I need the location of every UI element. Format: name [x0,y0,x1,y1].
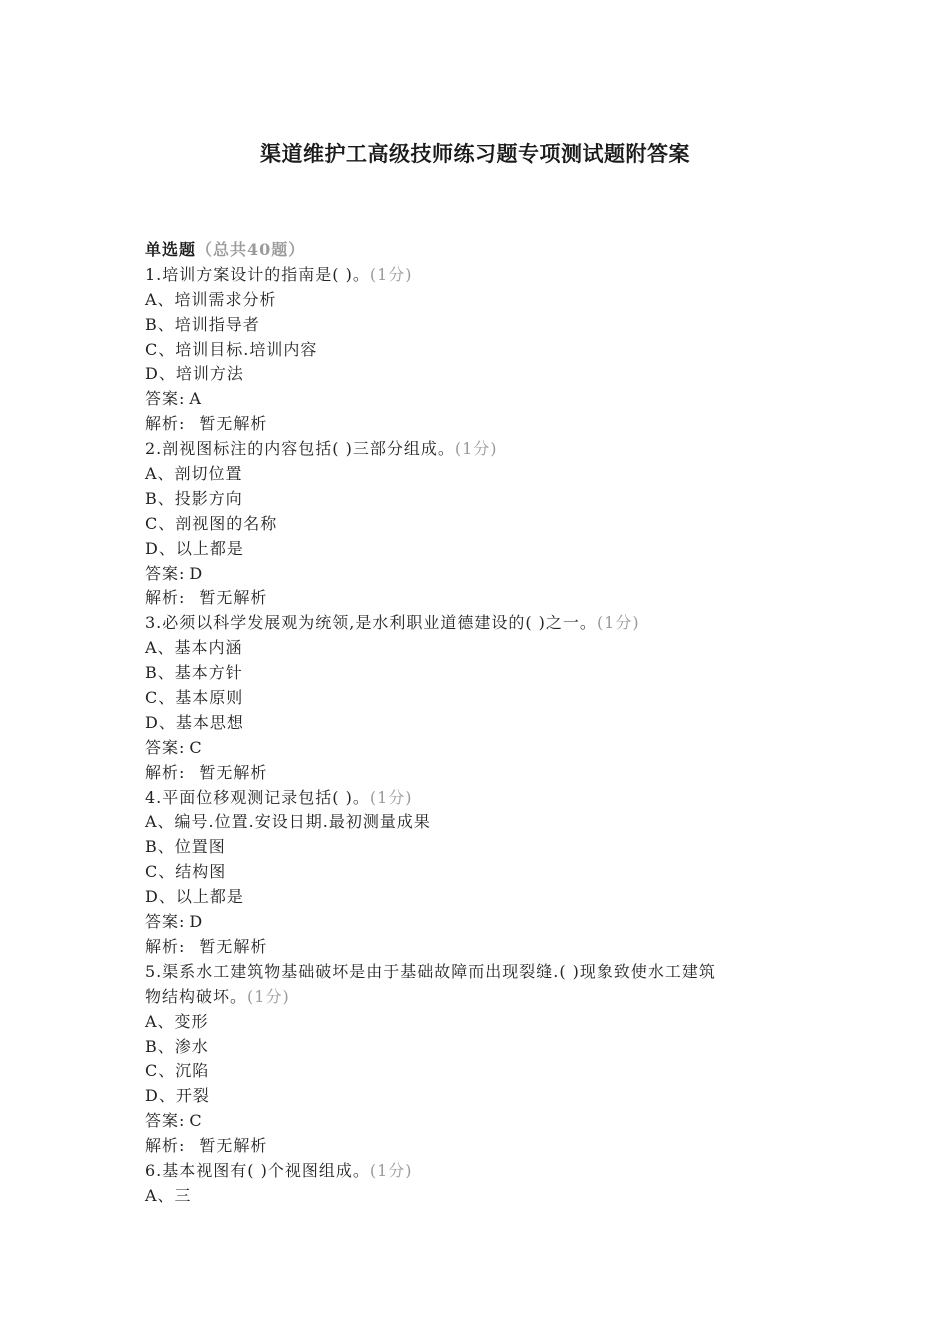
question-text: 2.剖视图标注的内容包括( )三部分组成。 [145,439,455,459]
option-b: B、基本方针 [145,663,243,683]
option-c: C、培训目标.培训内容 [145,339,318,359]
answer-value: C [189,1111,203,1131]
answer-value: D [189,563,204,583]
question-stem [145,611,815,636]
option-a: A、培训需求分析 [145,289,277,309]
question-stem [145,960,815,985]
question-stem [145,263,815,288]
answer-value: C [189,737,203,757]
analysis-value: 暂无解析 [199,588,268,608]
option-d: D、培训方法 [145,364,244,384]
analysis-line [145,761,815,786]
answer-label: 答案: [145,912,186,932]
analysis-label: 解析: [145,762,186,782]
option-b: B、渗水 [145,1036,209,1056]
question-text: 4.平面位移观测记录包括( )。 [145,787,370,807]
question-text-line1: 5.渠系水工建筑物基础破坏是由于基础故障而出现裂缝.( )现象致使水工建筑 [145,961,716,981]
analysis-line [145,412,815,437]
option-b: B、培训指导者 [145,314,260,334]
analysis-value: 暂无解析 [199,762,268,782]
question-stem [145,437,815,462]
answer-label: 答案: [145,737,186,757]
section-count: （总共40题） [196,240,306,259]
answer-line [145,387,815,412]
option-a: A、基本内涵 [145,638,243,658]
question-score: (1分) [369,1160,413,1180]
question-text: 1.培训方案设计的指南是( )。 [145,264,370,284]
question-list [145,238,815,1209]
option-c: C、剖视图的名称 [145,513,278,533]
question-stem [145,786,815,811]
question-score: (1分) [247,986,290,1006]
question-text: 6.基本视图有( )个视图组成。 [145,1160,370,1180]
option-a: A、剖切位置 [145,464,243,484]
answer-value: A [189,389,202,409]
option-d: D、以上都是 [145,887,244,907]
answer-line [145,562,815,587]
page-title: 渠道维护工高级技师练习题专项测试题附答案 [260,141,690,166]
option-a: A、三 [145,1185,192,1205]
question-text: 3.必须以科学发展观为统领,是水利职业道德建设的( )之一。 [145,613,597,633]
question-stem [145,1159,815,1184]
option-a: A、编号.位置.安设日期.最初测量成果 [145,812,431,832]
analysis-line [145,935,815,960]
question-stem-continued [145,985,815,1010]
option-b: B、投影方向 [145,488,243,508]
analysis-line [145,586,815,611]
answer-label: 答案: [145,563,186,583]
analysis-value: 暂无解析 [199,414,268,434]
answer-line [145,910,815,935]
analysis-value: 暂无解析 [199,1136,268,1156]
option-d: D、基本思想 [145,712,244,732]
answer-line [145,1109,815,1134]
option-c: C、沉陷 [145,1061,210,1081]
option-a: A、变形 [145,1011,209,1031]
option-c: C、基本原则 [145,688,244,708]
option-d: D、以上都是 [145,538,244,558]
answer-value: D [189,912,204,932]
question-score: (1分) [369,264,413,284]
analysis-label: 解析: [145,936,186,956]
option-b: B、位置图 [145,837,226,857]
question-score: (1分) [454,439,498,459]
answer-label: 答案: [145,1111,186,1131]
analysis-label: 解析: [145,588,186,608]
analysis-value: 暂无解析 [199,936,268,956]
answer-label: 答案: [145,389,186,409]
section-heading [145,238,815,263]
option-d: D、开裂 [145,1086,210,1106]
analysis-label: 解析: [145,1136,186,1156]
section-label: 单选题 [145,240,197,259]
analysis-label: 解析: [145,414,186,434]
option-c: C、结构图 [145,862,227,882]
question-text-line2: 物结构破坏。 [145,986,248,1006]
question-score: (1分) [596,613,640,633]
answer-line [145,736,815,761]
analysis-line [145,1134,815,1159]
question-score: (1分) [369,787,413,807]
